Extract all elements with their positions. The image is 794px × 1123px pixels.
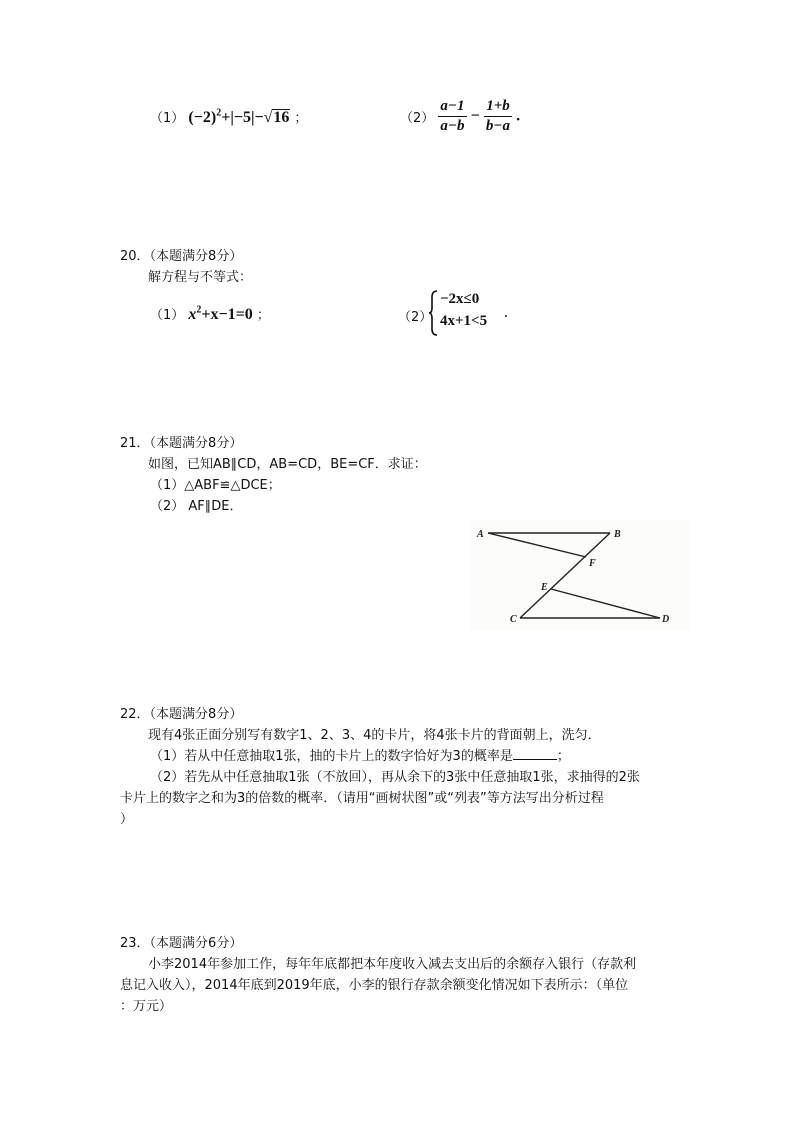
q22-heading: 22．（本题满分8分） — [120, 707, 243, 722]
q21-heading: 21．（本题满分8分） — [120, 436, 243, 451]
q23-line3: ：万元） — [120, 999, 173, 1014]
left-brace-icon — [428, 290, 438, 336]
q23-line2: 息记入收入），2014年底到2019年底，小李的银行存款余额变化情况如下表所示：（单位 — [120, 978, 629, 993]
q19-part2-fraction-1 — [438, 98, 466, 135]
q19-part1-expression — [188, 109, 294, 126]
q21-part1: （1）△ABF≌△DCE； — [150, 478, 281, 493]
q20-part1-equation — [188, 306, 252, 323]
q21-figure — [470, 520, 690, 630]
q20-part2-inequality-1: −2x≤0 — [440, 291, 480, 307]
q22-part1 — [150, 745, 570, 764]
q20-part1-end: ； — [256, 308, 270, 323]
q19-part1-base: (−2) — [188, 109, 217, 126]
q22-part1-text: （1）若从中任意抽取1张，抽的卡片上的数字恰好为3的概率是 — [150, 749, 513, 764]
q20-part1-rest: +x−1=0 — [201, 306, 253, 323]
q19-part2-numerator-2: 1+b — [484, 98, 512, 117]
q19-part2 — [400, 98, 520, 135]
vertex-label-f: F — [589, 558, 596, 569]
answer-blank — [513, 747, 557, 760]
q19-part2-denominator-1: a−b — [440, 118, 465, 134]
q19-part2-minus: − — [470, 107, 480, 125]
q20-part1-exponent: 2 — [196, 304, 202, 316]
q20-part2-inequality-2: 4x+1<5 — [440, 313, 488, 329]
vertex-label-e: E — [541, 582, 548, 593]
q22-part1-end: ； — [556, 749, 570, 764]
q22-part2-line3: ） — [120, 812, 134, 827]
vertex-label-a: A — [477, 529, 484, 540]
q19-part1-radicand: 16 — [273, 109, 290, 126]
vertex-label-d: D — [662, 614, 670, 625]
q20-part2-system — [428, 289, 508, 337]
q22-intro: 现有4张正面分别写有数字1、2、3、4的卡片，将4张卡片的背面朝上，洗匀． — [148, 728, 601, 743]
q19-part1-end: ； — [294, 111, 308, 126]
q23-line1: 小李2014年参加工作，每年年底都把本年度收入减去支出后的余额存入银行（存款利 — [148, 957, 637, 972]
q19-part2-label: （2） — [400, 111, 435, 126]
q20-part2-label: （2） — [398, 310, 433, 325]
q21-part2: （2） AF∥DE． — [150, 499, 243, 514]
q22-part2-line1: （2）若先从中任意抽取1张（不放回），再从余下的3张中任意抽取1张，求抽得的2张 — [150, 770, 640, 785]
q23-heading: 23．（本题满分6分） — [120, 936, 243, 951]
q20-part1-x: x — [188, 306, 197, 323]
vertex-label-c: C — [510, 614, 517, 625]
q20-part1 — [150, 304, 270, 324]
q22-part2-line2: 卡片上的数字之和为3的倍数的概率．（请用“画树状图”或“列表”等方法写出分析过程 — [120, 791, 604, 806]
q20-heading: 20．（本题满分8分） — [120, 249, 243, 264]
q19-part2-denominator-2: b−a — [485, 118, 511, 134]
q19-part2-numerator-1: a−1 — [438, 98, 466, 117]
q20-part1-label: （1） — [150, 308, 185, 323]
q21-statement: 如图，已知AB∥CD，AB=CD，BE=CF．求证： — [148, 457, 427, 472]
sqrt-symbol-icon: √ — [263, 109, 273, 126]
q19-part2-end: . — [516, 107, 521, 125]
q19-part2-fraction-2 — [484, 98, 512, 135]
q20-instruction: 解方程与不等式： — [148, 270, 253, 285]
q19-part1-exponent: 2 — [216, 107, 222, 119]
q19-part1 — [150, 107, 307, 127]
q20-part2-end: . — [504, 304, 508, 321]
vertex-label-b: B — [614, 529, 621, 540]
q19-part1-label: （1） — [150, 111, 185, 126]
q19-part1-mid: +|−5|− — [221, 109, 264, 126]
